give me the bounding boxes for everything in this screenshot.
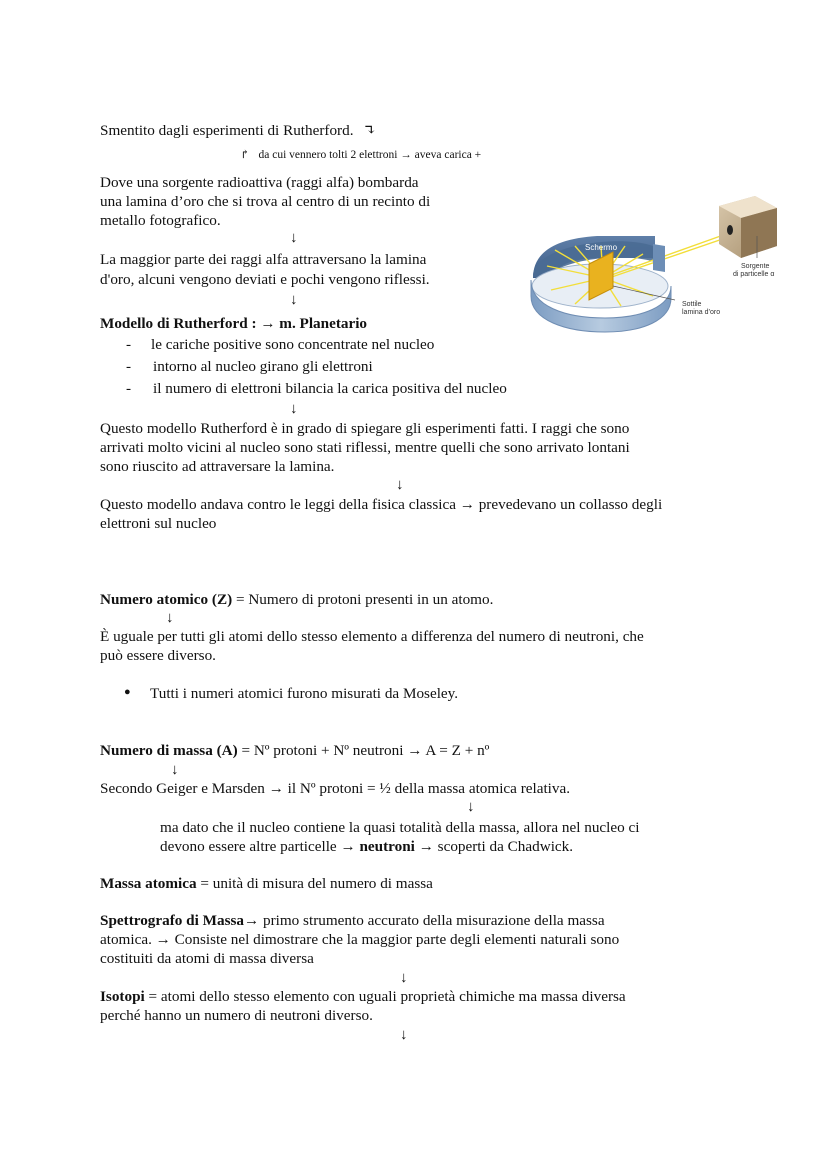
- model-suffix: → m. Planetario: [260, 315, 368, 332]
- down-arrow: ↓: [396, 477, 404, 493]
- experiment-line-2: una lamina d’oro che si trova al centro di un recinto di: [100, 193, 431, 210]
- nucleus-line-1: ma dato che il nucleo contiene la quasi totalità della massa, allora nel nucleo ci: [160, 819, 640, 836]
- down-arrow: ↓: [400, 1027, 408, 1043]
- spectrograph-term: Spettrografo di Massa: [100, 912, 244, 929]
- atomic-number-def: = Numero di protoni presenti in un atomo.: [235, 591, 494, 608]
- label-foil-1: Sottile: [682, 301, 702, 308]
- intro-note: [240, 146, 481, 165]
- down-arrow: ↓: [171, 762, 179, 778]
- label-foil-2: lamina d’oro: [682, 309, 721, 316]
- atomic-mass-definition: [100, 874, 433, 893]
- model-dash: -: [126, 336, 132, 353]
- isotopes-term: Isotopi: [100, 988, 145, 1005]
- intro-text: Smentito dagli esperimenti di Rutherford.: [100, 122, 354, 139]
- mass-number-definition: [100, 741, 489, 760]
- mass-number-term: Numero di massa (A): [100, 742, 238, 759]
- mass-number-def: = Nº protoni + Nº neutroni → A = Z + nº: [241, 742, 490, 759]
- isotopes-line-2: perché hanno un numero di neutroni diverso.: [100, 1007, 373, 1024]
- neutrons-term: neutroni: [359, 838, 415, 855]
- atomic-mass-term: Massa atomica: [100, 875, 197, 892]
- down-arrow: ↓: [290, 230, 298, 246]
- rutherford-experiment-figure: [525, 188, 783, 348]
- label-source-2: di particelle α: [733, 271, 775, 278]
- down-arrow: ↓: [467, 799, 475, 815]
- atomic-line-2: può essere diverso.: [100, 647, 216, 664]
- label-source-1: Sorgente: [741, 263, 770, 270]
- model-heading: [100, 314, 367, 333]
- label-screen: Schermo: [585, 243, 618, 252]
- down-arrow: ↓: [290, 292, 298, 308]
- result-line-1: La maggior parte dei raggi alfa attraversano la lamina: [100, 251, 427, 268]
- moseley-bullet: Tutti i numeri atomici furono misurati da Moseley.: [150, 685, 459, 702]
- curl-up-arrow: ↱: [240, 149, 250, 161]
- curl-down-arrow: ↴: [363, 122, 377, 139]
- model-item: il numero di elettroni bilancia la carica positiva del nucleo: [153, 380, 507, 397]
- intro-line: [100, 121, 376, 140]
- isotopes-definition: [100, 987, 626, 1006]
- atomic-number-definition: [100, 590, 493, 609]
- nucleus-line-2-pre: devono essere altre particelle →: [160, 838, 356, 855]
- nucleus-line-2-post: → scoperti da Chadwick.: [418, 838, 574, 855]
- model-item: intorno al nucleo girano gli elettroni: [153, 358, 373, 375]
- bullet-dot: ●: [124, 686, 131, 698]
- spectrograph-def: → primo strumento accurato della misurazione della massa: [244, 912, 605, 929]
- model-title: Modello di Rutherford :: [100, 315, 257, 332]
- spectrograph-definition: [100, 911, 605, 930]
- atomic-mass-def: = unità di misura del numero di massa: [200, 875, 433, 892]
- nucleus-line-2: [160, 837, 573, 856]
- spectrograph-line-2: atomica. → Consiste nel dimostrare che la maggior parte degli elementi naturali sono: [100, 931, 620, 948]
- intro-note-text: da cui vennero tolti 2 elettroni → aveva carica +: [258, 149, 482, 161]
- result-line-2: d'oro, alcuni vengono deviati e pochi vengono riflessi.: [100, 271, 430, 288]
- spectrograph-line-3: costituiti da atomi di massa diversa: [100, 950, 314, 967]
- atomic-number-term: Numero atomico (Z): [100, 591, 233, 608]
- contra-line-1: Questo modello andava contro le leggi della fisica classica → prevedevano un collasso degli: [100, 496, 663, 513]
- down-arrow: ↓: [400, 970, 408, 986]
- screen-side: [653, 244, 665, 272]
- contra-line-2: elettroni sul nucleo: [100, 515, 217, 532]
- isotopes-def: = atomi dello stesso elemento con uguali proprietà chimiche ma massa diversa: [148, 988, 626, 1005]
- model-dash: -: [126, 380, 132, 397]
- particle-source-hole: [727, 225, 733, 235]
- experiment-line-1: Dove una sorgente radioattiva (raggi alfa) bombarda: [100, 174, 419, 191]
- experiment-line-3: metallo fotografico.: [100, 212, 221, 229]
- down-arrow: ↓: [290, 401, 298, 417]
- explain-line-3: sono riuscito ad attraversare la lamina.: [100, 458, 335, 475]
- model-item: le cariche positive sono concentrate nel nucleo: [151, 336, 435, 353]
- down-arrow: ↓: [166, 610, 174, 626]
- explain-line-1: Questo modello Rutherford è in grado di spiegare gli esperimenti fatti. I raggi che sono: [100, 420, 630, 437]
- model-dash: -: [126, 358, 132, 375]
- explain-line-2: arrivati molto vicini al nucleo sono stati riflessi, mentre quelli che sono arrivato lontani: [100, 439, 630, 456]
- geiger-line: Secondo Geiger e Marsden → il Nº protoni = ½ della massa atomica relativa.: [100, 780, 571, 797]
- atomic-line-1: È uguale per tutti gli atomi dello stesso elemento a differenza del numero di neutroni, che: [100, 628, 644, 645]
